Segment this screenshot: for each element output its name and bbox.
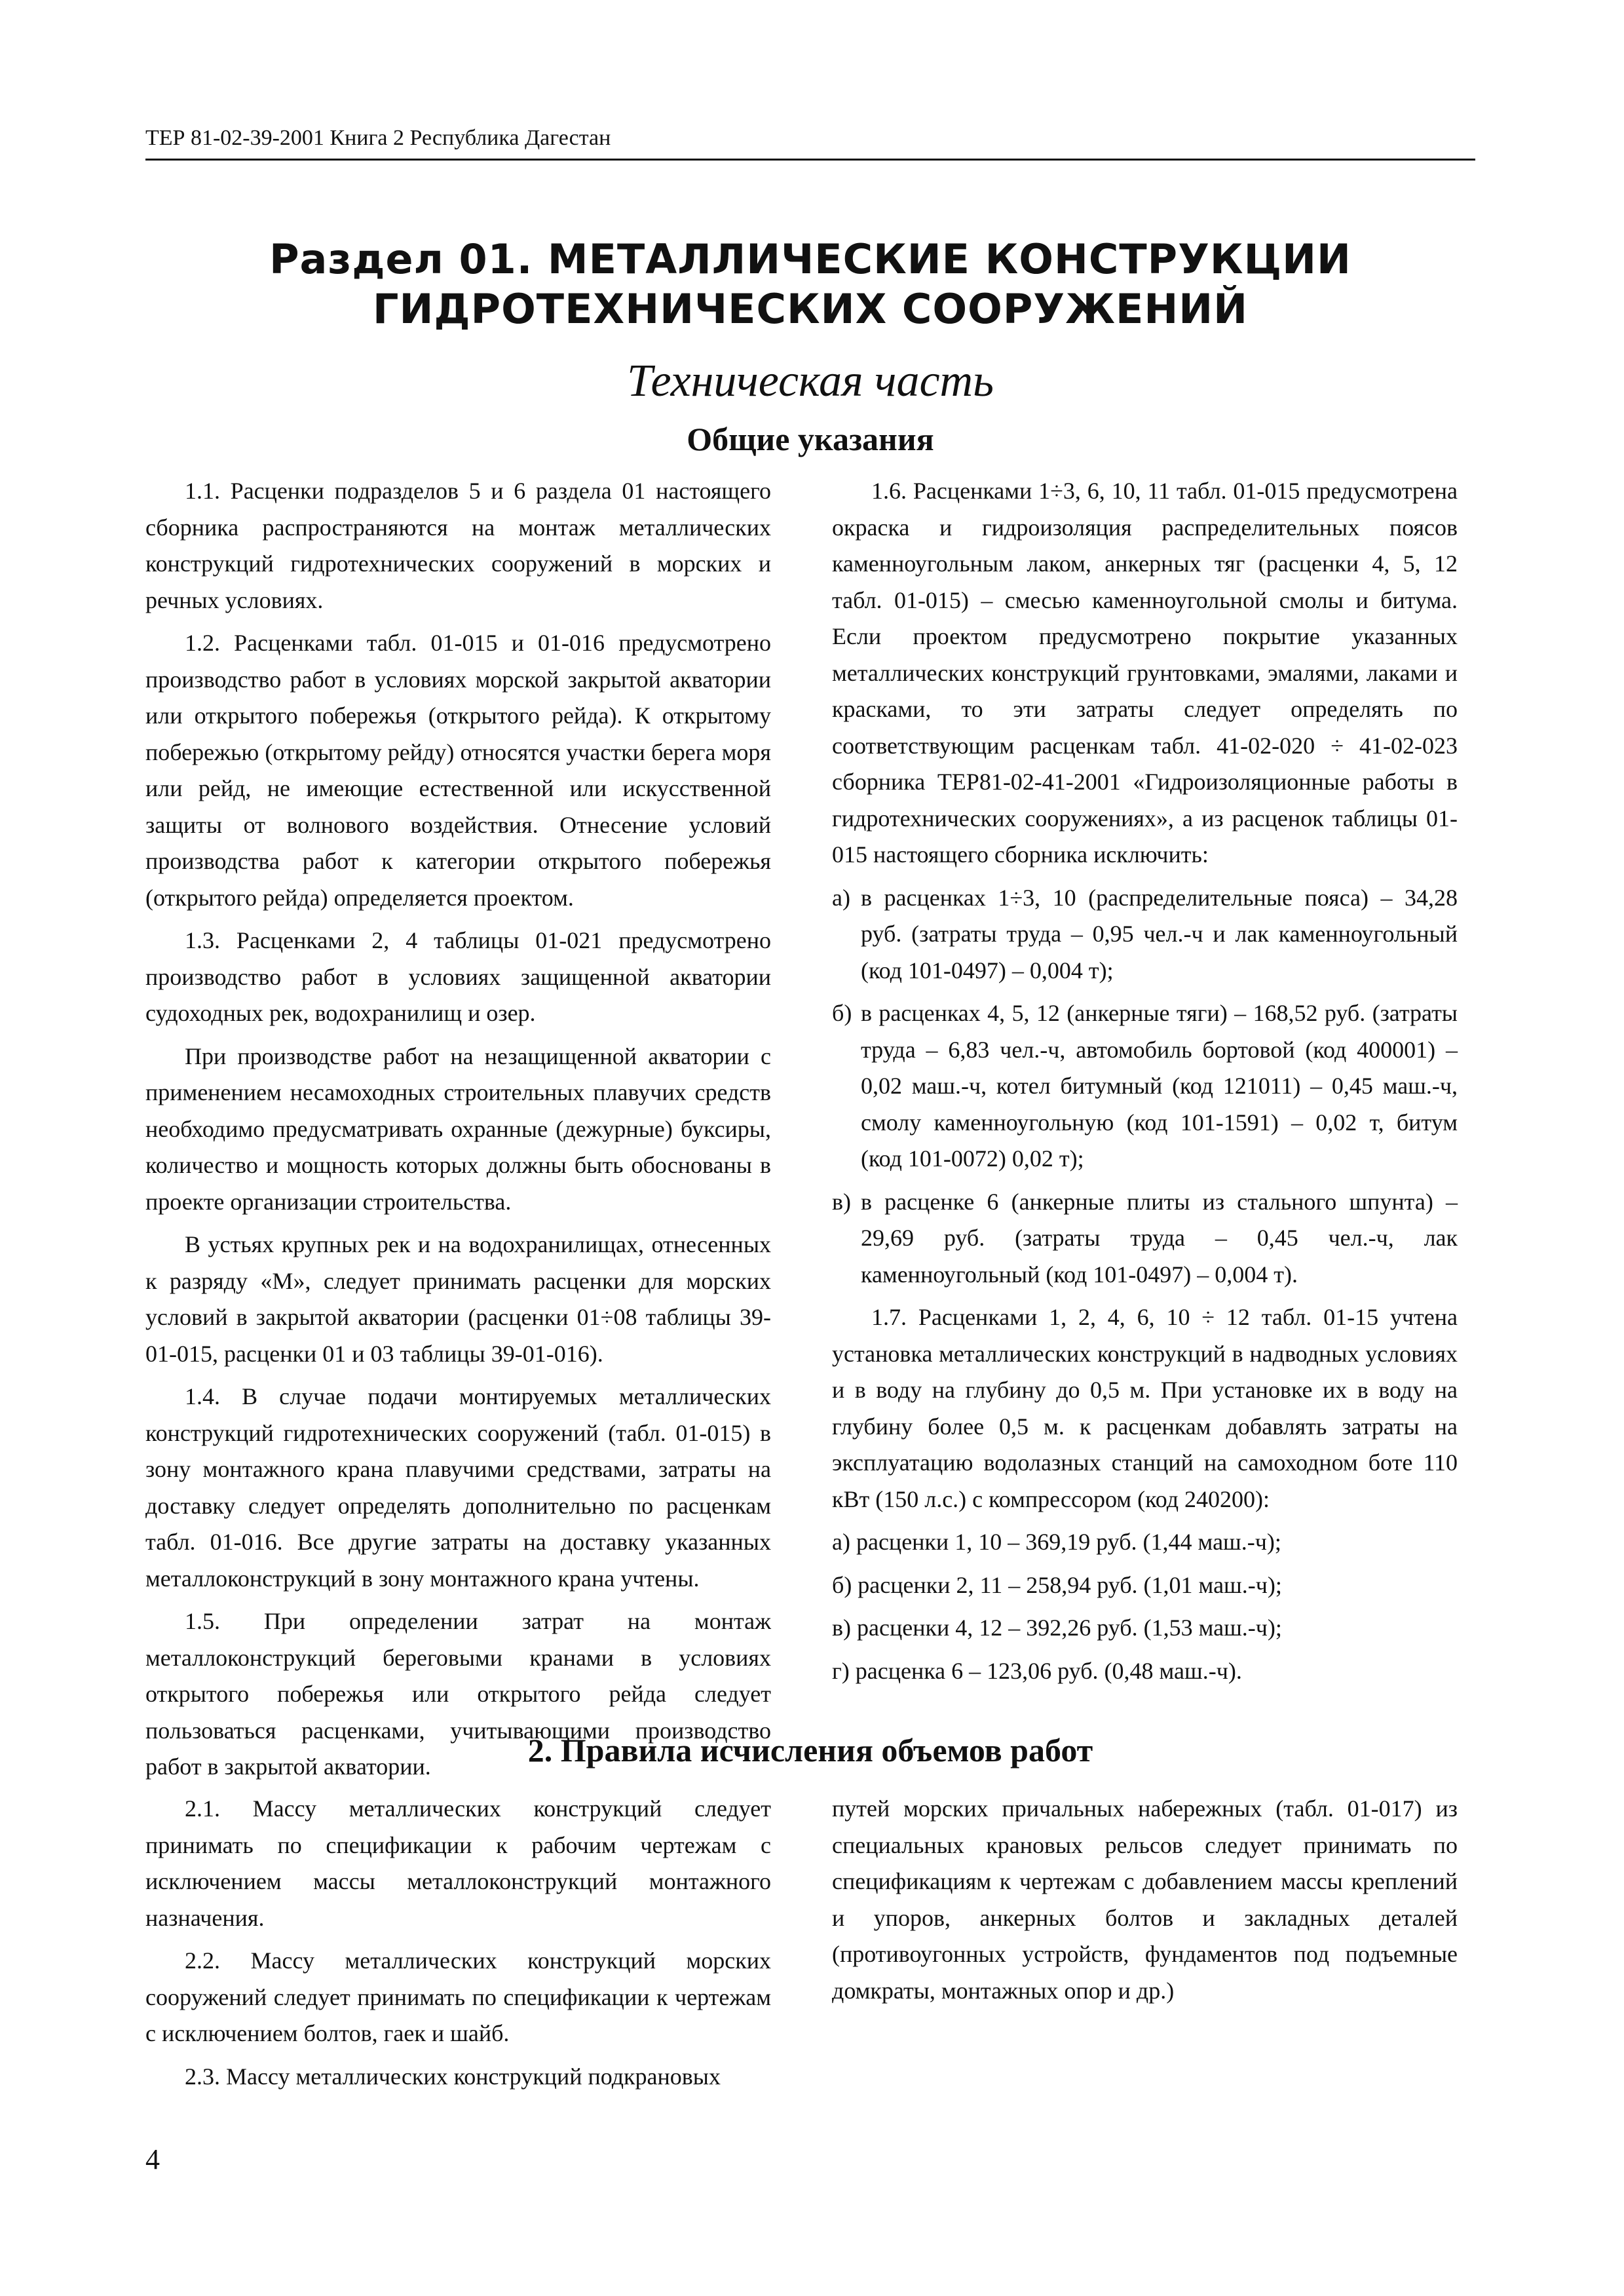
paragraph-2-3-continued: путей морских причальных набережных (табл. 01-017) из специальных крановых рельсов следует принимать по спецификациям к чертежам с добавлением массы креплений и упоров, анкерных болтов и закладных деталей (противоугонных устройств, фундаментов под подъемные домкраты, монтажных опор и др.) [832, 1795, 1458, 2004]
section-title: Раздел 01. МЕТАЛЛИЧЕСКИЕ КОНСТРУКЦИИ ГИДРОТЕХНИЧЕСКИХ СООРУЖЕНИЙ [269, 235, 1351, 333]
exclusion-text: в расценках 4, 5, 12 (анкерные тяги) – 168,52 руб. (затраты труда – 6,83 чел.-ч, автомобиль бортовой (код 400001) – 0,02 маш.-ч, котел битумный (код 121011) – 0,45 маш.-ч, смолу каменноугольную (код 101-1591) – 0,02 т, битум (код 101-0072) 0,02 т); [861, 1000, 1458, 1172]
exclusion-text: в расценках 1÷3, 10 (распределительные пояса) – 34,28 руб. (затраты труда – 0,95 чел.-ч и лак каменноугольный (код 101-0497) – 0,004 т); [861, 884, 1458, 984]
paragraph-2-1: 2.1. Массу металлических конструкций следует принимать по спецификации к рабочим чертежам с исключением массы металлоконструкций монтажного назначения. [145, 1795, 771, 1931]
exclusion-item [832, 1184, 1458, 1293]
paragraph-2-2: 2.2. Массу металлических конструкций морских сооружений следует принимать по спецификации к чертежам с исключением болтов, гаек и шайб. [145, 1947, 771, 2046]
addition-item: а) расценки 1, 10 – 369,19 руб. (1,44 маш.-ч); [832, 1529, 1281, 1555]
exclusion-marker: а) [832, 884, 850, 911]
general-left-column [145, 473, 771, 1792]
paragraph-2-3: 2.3. Массу металлических конструкций подкрановых [185, 2063, 721, 2090]
section2-left-column [145, 1791, 771, 2101]
addition-item: г) расценка 6 – 123,06 руб. (0,48 маш.-ч). [832, 1657, 1242, 1684]
exclusion-marker: б) [832, 1000, 852, 1026]
addition-item: б) расценки 2, 11 – 258,94 руб. (1,01 маш.-ч); [832, 1571, 1282, 1598]
paragraph-1-5: 1.5. При определении затрат на монтаж металлоконструкций береговыми кранами в условиях открытого побережья или открытого рейда следует пользоваться расценками, учитывающими производство работ в закрытой акватории. [145, 1608, 771, 1780]
paragraph-1-2: 1.2. Расценками табл. 01-015 и 01-016 предусмотрено производство работ в условиях морской закрытой акватории или открытого побережья (открытого рейда). К открытому побережью (открытому рейду) относятся участки берега моря или рейд, не имеющие естественной или искусственной защиты от волнового воздействия. Отнесение условий производства работ к категории открытого побережья (открытого рейда) определяется проектом. [145, 630, 771, 911]
exclusion-item [832, 880, 1458, 989]
section2-title: 2. Правила исчисления объемов работ [527, 1732, 1093, 1769]
general-right-column [832, 473, 1458, 1696]
paragraph-unprotected-water: При производстве работ на незащищенной акватории с применением несамоходных строительных плавучих средств необходимо предусматривать охранные (дежурные) буксиры, количество и мощность которых должны быть обоснованы в проекте организации строительства. [145, 1043, 771, 1215]
paragraph-river-mouths: В устьях крупных рек и на водохранилищах, отнесенных к разряду «М», следует принимать расценки для морских условий в закрытой акватории (расценки 01÷08 таблицы 39-01-015, расценки 01 и 03 таблицы 39-01-016). [145, 1231, 771, 1367]
paragraph-1-7: 1.7. Расценками 1, 2, 4, 6, 10 ÷ 12 табл. 01-15 учтена установка металлических конструкций в надводных условиях и в воду на глубину до 0,5 м. При установке их в воду на глубину более 0,5 м. к расценкам добавлять затраты на эксплуатацию водолазных станций на самоходном боте 110 кВт (150 л.с.) с компрессором (код 240200): [832, 1304, 1458, 1512]
paragraph-1-3: 1.3. Расценками 2, 4 таблицы 01-021 предусмотрено производство работ в условиях защищенной акватории судоходных рек, водохранилищ и озер. [145, 927, 771, 1026]
section2-right-column [832, 1791, 1458, 2016]
exclusion-item [832, 995, 1458, 1177]
exclusion-marker: в) [832, 1188, 851, 1215]
paragraph-1-1: 1.1. Расценки подразделов 5 и 6 раздела 01 настоящего сборника распространяются на монтаж металлических конструкций гидротехнических сооружений в морских и речных условиях. [145, 478, 771, 613]
addition-item: в) расценки 4, 12 – 392,26 руб. (1,53 маш.-ч); [832, 1615, 1282, 1641]
part-title: Техническая часть [627, 356, 994, 406]
paragraph-1-6: 1.6. Расценками 1÷3, 6, 10, 11 табл. 01-015 предусмотрена окраска и гидроизоляция распределительных поясов каменноугольным лаком, анкерных тяг (расценки 4, 5, 12 табл. 01-015) – смесью каменноугольной смолы и битума. Если проектом предусмотрено покрытие указанных металлических конструкций грунтовками, эмалями, лаками и красками, то эти затраты следует определять по соответствующим расценкам табл. 41-02-020 ÷ 41-02-023 сборника ТЕР81-02-41-2001 «Гидроизоляционные работы в гидротехнических сооружениях», а из расценок таблицы 01-015 настоящего сборника исключить: [832, 478, 1458, 868]
exclusion-text: в расценке 6 (анкерные плиты из стального шпунта) – 29,69 руб. (затраты труда – 0,45 чел.-ч, лак каменноугольный (код 101-0497) – 0,004 т). [861, 1188, 1458, 1288]
page-number: 4 [145, 2143, 160, 2175]
running-head: ТЕР 81-02-39-2001 Книга 2 Республика Дагестан [145, 123, 1475, 161]
paragraph-1-4: 1.4. В случае подачи монтируемых металлических конструкций гидротехнических сооружений (табл. 01-015) в зону монтажного крана плавучими средствами, затраты на доставку следует определять дополнительно по расценкам табл. 01-016. Все другие затраты на доставку указанных металлоконструкций в зону монтажного крана учтены. [145, 1383, 771, 1592]
subsection-title: Общие указания [687, 421, 934, 457]
